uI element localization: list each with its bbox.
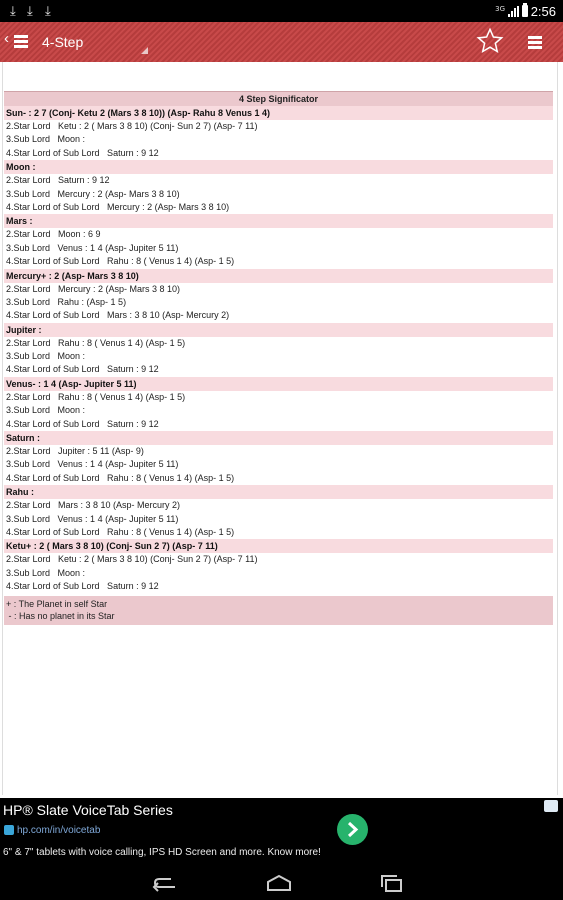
significator-group bbox=[4, 214, 553, 268]
spinner-indicator-icon bbox=[141, 47, 148, 54]
group-line: 2.Star Lord Rahu : 8 ( Venus 1 4) (Asp- 1 5) bbox=[6, 337, 186, 348]
ad-description: 6" & 7" tablets with voice calling, IPS HD Screen and more. Know more! bbox=[3, 847, 321, 858]
group-header: Jupiter : bbox=[4, 323, 553, 337]
navigation-bar bbox=[0, 866, 563, 900]
content-area[interactable] bbox=[0, 62, 563, 798]
group-line: 4.Star Lord of Sub Lord Mars : 3 8 10 (Asp- Mercury 2) bbox=[6, 310, 230, 321]
significator-group bbox=[4, 431, 553, 485]
group-line: 2.Star Lord Mercury : 2 (Asp- Mars 3 8 10) bbox=[6, 283, 181, 294]
group-header: Moon : bbox=[4, 160, 553, 174]
chevron-right-icon bbox=[345, 821, 361, 838]
group-line: 3.Sub Lord Rahu : (Asp- 1 5) bbox=[6, 296, 127, 307]
significator-group bbox=[4, 539, 553, 593]
group-header: Ketu+ : 2 ( Mars 3 8 10) (Conj- Sun 2 7) (Asp- 7 11) bbox=[4, 539, 553, 553]
overflow-menu-icon[interactable] bbox=[528, 36, 542, 48]
group-line: 3.Sub Lord Moon : bbox=[6, 134, 86, 145]
ad-go-button[interactable] bbox=[337, 814, 368, 845]
home-nav-icon[interactable] bbox=[264, 871, 294, 895]
recents-nav-icon[interactable] bbox=[377, 871, 407, 895]
group-line: 2.Star Lord Ketu : 2 ( Mars 3 8 10) (Conj- Sun 2 7) (Asp- 7 11) bbox=[6, 554, 258, 565]
group-line: 4.Star Lord of Sub Lord Mercury : 2 (Asp- Mars 3 8 10) bbox=[6, 201, 230, 212]
group-header: Rahu : bbox=[4, 485, 553, 499]
group-line: 3.Sub Lord Moon : bbox=[6, 567, 86, 578]
ad-banner[interactable] bbox=[0, 798, 563, 866]
ad-title[interactable]: HP® Slate VoiceTab Series bbox=[3, 802, 173, 818]
group-line: 2.Star Lord Saturn : 9 12 bbox=[6, 175, 110, 186]
group-line: 3.Sub Lord Venus : 1 4 (Asp- Jupiter 5 11) bbox=[6, 459, 179, 470]
ad-url[interactable]: hp.com/in/voicetab bbox=[17, 825, 101, 836]
group-line: 3.Sub Lord Venus : 1 4 (Asp- Jupiter 5 11) bbox=[6, 242, 179, 253]
group-line: 3.Sub Lord Moon : bbox=[6, 351, 86, 362]
significator-group bbox=[4, 160, 553, 214]
group-line: 2.Star Lord Rahu : 8 ( Venus 1 4) (Asp- 1 5) bbox=[6, 391, 186, 402]
status-bar bbox=[0, 0, 563, 22]
star-icon[interactable] bbox=[476, 27, 504, 55]
significator-group bbox=[4, 377, 553, 431]
group-line: 2.Star Lord Moon : 6 9 bbox=[6, 229, 101, 240]
ad-choices-icon[interactable] bbox=[544, 800, 558, 812]
group-header: Saturn : bbox=[4, 431, 553, 445]
group-line: 4.Star Lord of Sub Lord Rahu : 8 ( Venus 1 4) (Asp- 1 5) bbox=[6, 472, 235, 483]
group-list bbox=[4, 106, 553, 594]
back-icon[interactable]: ‹ bbox=[4, 30, 9, 47]
network-type: 3G bbox=[495, 5, 505, 13]
group-line: 2.Star Lord Mars : 3 8 10 (Asp- Mercury 2) bbox=[6, 500, 181, 511]
significator-group bbox=[4, 323, 553, 377]
legend-item: - : Has no planet in its Star bbox=[6, 610, 115, 621]
group-line: 3.Sub Lord Venus : 1 4 (Asp- Jupiter 5 11) bbox=[6, 513, 179, 524]
group-line: 2.Star Lord Ketu : 2 ( Mars 3 8 10) (Conj- Sun 2 7) (Asp- 7 11) bbox=[6, 121, 258, 131]
group-line: 3.Sub Lord Mercury : 2 (Asp- Mars 3 8 10) bbox=[6, 188, 180, 199]
group-header: Venus- : 1 4 (Asp- Jupiter 5 11) bbox=[4, 377, 553, 391]
group-line: 3.Sub Lord Moon : bbox=[6, 405, 86, 416]
significator-group bbox=[4, 106, 553, 160]
legend-item: + : The Planet in self Star bbox=[6, 598, 108, 609]
group-line: 4.Star Lord of Sub Lord Saturn : 9 12 bbox=[6, 418, 159, 429]
group-line: 4.Star Lord of Sub Lord Saturn : 9 12 bbox=[6, 364, 159, 375]
group-header: Sun- : 2 7 (Conj- Ketu 2 (Mars 3 8 10)) (Asp- Rahu 8 Venus 1 4) bbox=[4, 106, 553, 120]
download-icon: ⤓ bbox=[27, 3, 33, 18]
page-title[interactable]: 4-Step bbox=[42, 34, 84, 50]
download-icon: ⤓ bbox=[45, 3, 51, 18]
table-title: 4 Step Significator bbox=[4, 91, 553, 106]
battery-icon bbox=[522, 5, 528, 17]
significator-table bbox=[4, 91, 553, 625]
group-line: 4.Star Lord of Sub Lord Saturn : 9 12 bbox=[6, 147, 159, 158]
signal-icon bbox=[508, 6, 518, 17]
group-line: 2.Star Lord Jupiter : 5 11 (Asp- 9) bbox=[6, 446, 144, 457]
clock: 2:56 bbox=[530, 4, 556, 19]
legend bbox=[4, 596, 553, 625]
group-header: Mercury+ : 2 (Asp- Mars 3 8 10) bbox=[4, 269, 553, 283]
significator-group bbox=[4, 269, 553, 323]
group-line: 4.Star Lord of Sub Lord Saturn : 9 12 bbox=[6, 581, 159, 592]
ad-favicon-icon bbox=[4, 825, 14, 835]
significator-group bbox=[4, 485, 553, 539]
group-header: Mars : bbox=[4, 214, 553, 228]
group-line: 4.Star Lord of Sub Lord Rahu : 8 ( Venus 1 4) (Asp- 1 5) bbox=[6, 256, 235, 267]
menu-icon[interactable] bbox=[14, 35, 28, 47]
back-nav-icon[interactable] bbox=[151, 871, 181, 895]
group-line: 4.Star Lord of Sub Lord Rahu : 8 ( Venus 1 4) (Asp- 1 5) bbox=[6, 526, 235, 537]
action-bar bbox=[0, 22, 563, 62]
download-icon: ⤓ bbox=[10, 3, 16, 18]
